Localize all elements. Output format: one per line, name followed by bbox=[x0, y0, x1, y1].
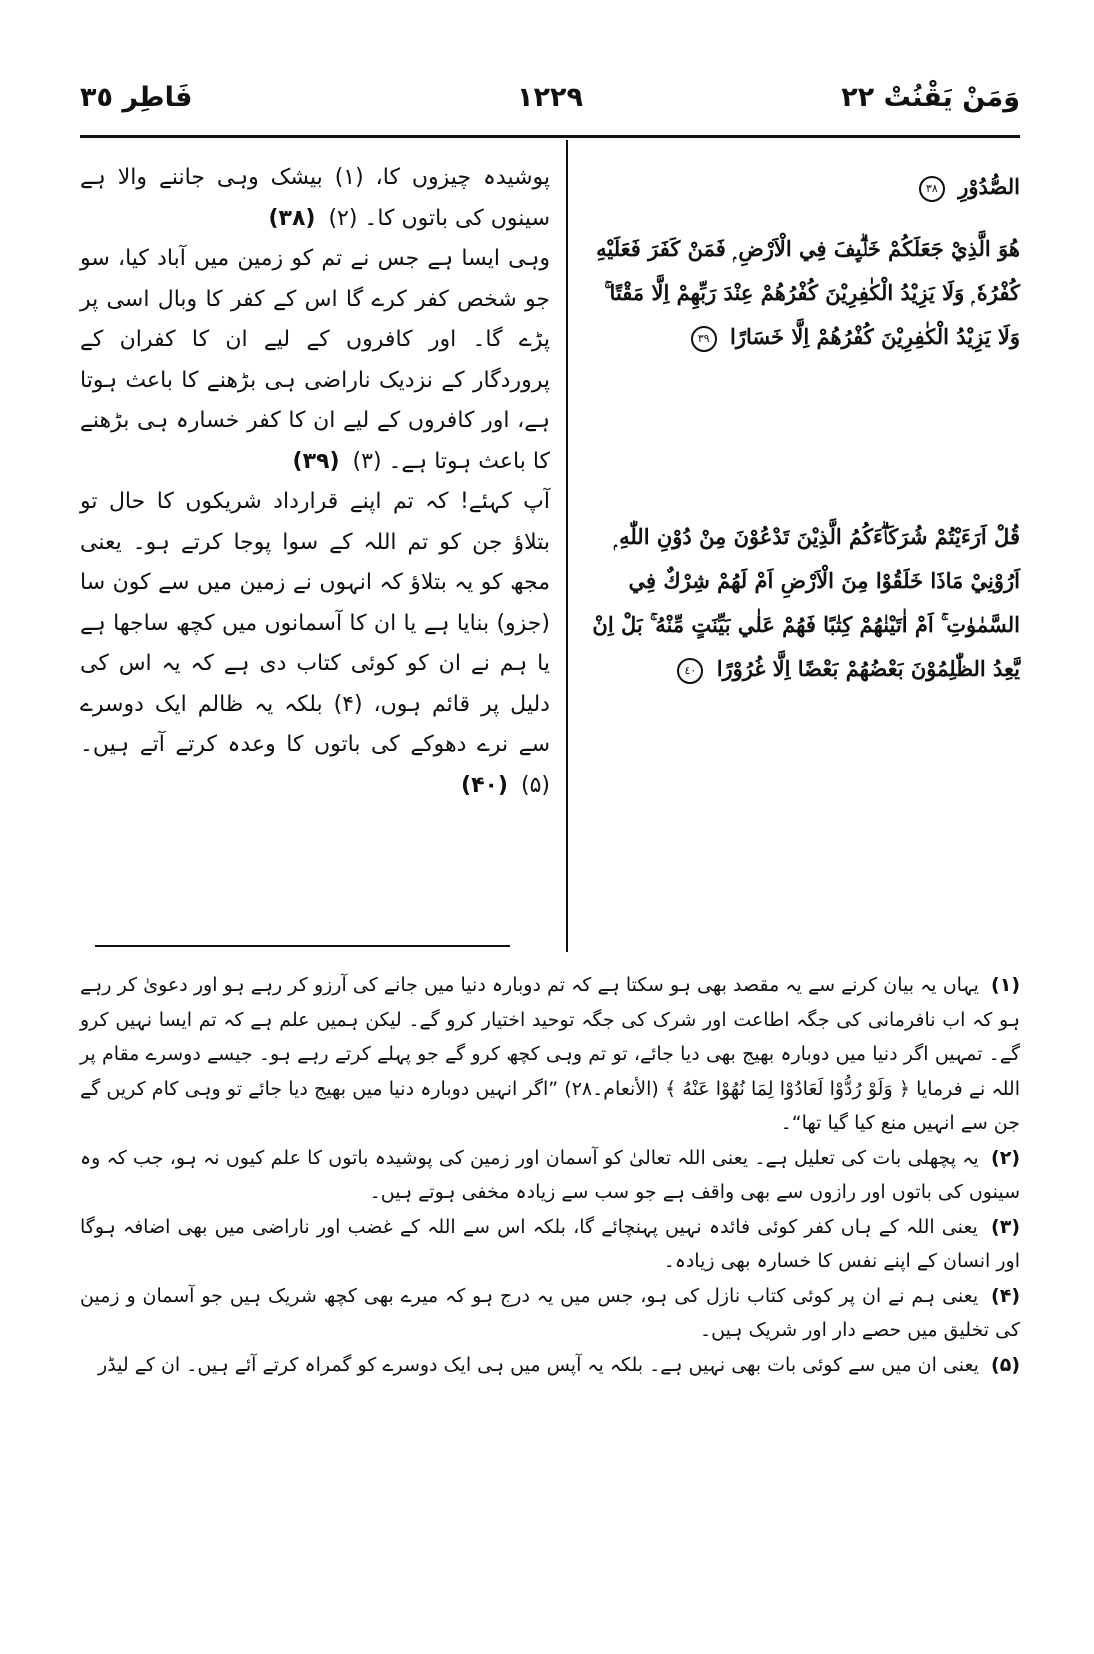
footnote-text: یعنی ان میں سے کوئی بات بھی نہیں ہے۔ بلکہ یہ آپس میں ہی ایک دوسرے کو گمراہ کرتے آئے ہیں۔ ان کے لیڈر bbox=[98, 1353, 979, 1376]
footnote-text: یعنی اللہ کے ہاں کفر کوئی فائدہ نہیں پہنچائے گا، بلکہ اس سے اللہ کے غضب اور ناراضی میں بھی اضافہ ہوگا اور انسان کے اپنے نفس کا خسارہ بھی زیادہ۔ bbox=[80, 1215, 1020, 1272]
footnotes bbox=[80, 968, 1020, 1382]
footnote-3 bbox=[80, 1210, 1020, 1279]
footnote-number: (۵) bbox=[991, 1353, 1020, 1376]
footnote-text: یعنی ہم نے ان پر کوئی کتاب نازل کی ہو، جس میں یہ درج ہو کہ میرے بھی کچھ شریک ہیں جو آسمان و زمین کی تخلیق میں حصے دار اور شریک ہیں۔ bbox=[80, 1284, 1020, 1341]
urdu-translation-column bbox=[80, 158, 550, 806]
arabic-verse-40 bbox=[578, 515, 1020, 691]
ayah-number-marker: ٣٩ bbox=[691, 326, 717, 352]
header-divider bbox=[80, 135, 1020, 138]
verse-number: (۳۹) bbox=[292, 448, 340, 474]
ayah-number-marker: ٤٠ bbox=[677, 658, 703, 684]
urdu-paragraph-38 bbox=[80, 158, 550, 239]
footnote-number: (۴) bbox=[991, 1284, 1020, 1307]
verse-number: (۴۰) bbox=[461, 772, 508, 798]
footnote-4 bbox=[80, 1279, 1020, 1348]
footnote-2 bbox=[80, 1141, 1020, 1210]
footnote-number: (۱) bbox=[991, 974, 1020, 996]
verse-number: (۳۸) bbox=[268, 205, 316, 231]
page-number: ١٢٢٩ bbox=[517, 82, 583, 113]
juz-title: وَمَنْ يَقْنُتْ ٢٢ bbox=[841, 82, 1020, 113]
footnote-divider bbox=[95, 945, 510, 947]
urdu-paragraph-text: وہی ایسا ہے جس نے تم کو زمین میں آباد کیا، سو جو شخص کفر کرے گا اس کے کفر کا وبال اسی پر پڑے گا۔ اور کافروں کے لیے ان کا کفران کے پروردگار کے نزدیک ناراضی ہی بڑھنے کا باعث ہوتا ہے، اور کافروں کے لیے ان کا کفر خسارہ ہی بڑھنے کا باعث ہوتا ہے۔ (۳) bbox=[80, 246, 550, 474]
urdu-paragraph-text: پوشیدہ چیزوں کا، (۱) بیشک وہی جاننے والا ہے سینوں کی باتوں کا۔ (۲) bbox=[80, 165, 550, 231]
urdu-paragraph-40 bbox=[80, 482, 550, 806]
column-divider bbox=[566, 140, 568, 952]
arabic-verse-39 bbox=[578, 227, 1020, 359]
ayah-number-marker: ٣٨ bbox=[919, 176, 945, 202]
arabic-verse-text: قُلْ اَرَءَيْتُمْ شُرَكَاۗءَكُمُ الَّذِيْنَ تَدْعُوْنَ مِنْ دُوْنِ اللّٰهِ ۭ اَرُوْنِيْ مَاذَا خَلَقُوْا مِنَ الْاَرْضِ اَمْ لَهُمْ شِرْكٌ فِي السَّمٰوٰتِ ۚ اَمْ اٰتَيْنٰهُمْ كِتٰبًا فَهُمْ عَلٰي بَيِّنَتٍ مِّنْهُ ۚ بَلْ اِنْ يَّعِدُ الظّٰلِمُوْنَ بَعْضُهُمْ بَعْضًا اِلَّا غُرُوْرًا bbox=[592, 524, 1020, 681]
arabic-verse-text: الصُّدُوْرِ bbox=[958, 174, 1020, 199]
footnote-number: (۳) bbox=[991, 1215, 1020, 1238]
footnote-5 bbox=[80, 1348, 1020, 1383]
footnote-text: یہ پچھلی بات کی تعلیل ہے۔ یعنی اللہ تعالیٰ کو آسمان اور زمین کی پوشیدہ باتوں کا علم کیوں نہ ہو، جب کہ وہ سینوں کی باتوں اور رازوں سے بھی واقف ہے جو سب سے زیادہ مخفی ہوتے ہیں۔ bbox=[80, 1146, 1020, 1203]
footnote-number: (۲) bbox=[991, 1146, 1020, 1169]
surah-title: فَاطِر ٣٥ bbox=[80, 82, 193, 113]
footnote-text: یہاں یہ بیان کرنے سے یہ مقصد بھی ہو سکتا ہے کہ تم دوبارہ دنیا میں جانے کی آرزو کر رہے ہو اور دعویٰ کر رہے ہو کہ اب نافرمانی کی جگہ اطاعت اور شرک کی جگہ توحید اختیار کرو گے۔ لیکن ہمیں علم ہے کہ تم ایسا نہیں کرو گے۔ تمہیں اگر دنیا میں دوبارہ بھیج بھی دیا جائے، تو تم وہی کچھ کرو گے جو پہلے کرتے رہے ہو۔ جیسے دوسرے مقام پر اللہ نے فرمایا ﴿ وَلَوْ رُدُّوْا لَعَادُوْا لِمَا نُهُوْا عَنْهُ ﴾ (الأنعام۔۲۸) ”اگر انہیں دوبارہ دنیا میں بھیج دیا جائے تو وہی کام کریں گے جن سے انہیں منع کیا گیا تھا“۔ bbox=[80, 974, 1020, 1134]
arabic-verse-text: هُوَ الَّذِيْ جَعَلَكُمْ خَلٰۗىِٕفَ فِي الْاَرْضِ ۭ فَمَنْ كَفَرَ فَعَلَيْهِ كُفْرُهٗ ۭ وَلَا يَزِيْدُ الْكٰفِرِيْنَ كُفْرُهُمْ عِنْدَ رَبِّهِمْ اِلَّا مَقْتًا ۚ وَلَا يَزِيْدُ الْكٰفِرِيْنَ كُفْرُهُمْ اِلَّا خَسَارًا bbox=[596, 236, 1020, 349]
footnote-1 bbox=[80, 968, 1020, 1141]
arabic-verse-38 bbox=[578, 165, 1020, 209]
urdu-paragraph-text: آپ کہئے! کہ تم اپنے قرارداد شریکوں کا حال تو بتلاؤ جن کو تم اللہ کے سوا پوجا کرتے ہو۔ یعنی مجھ کو یہ بتلاؤ کہ انہوں نے زمین میں سے کون سا (جزو) بنایا ہے یا ان کا آسمانوں میں کچھ ساجھا ہے یا ہم نے ان کو کوئی کتاب دی ہے کہ یہ اس کی دلیل پر قائم ہوں، (۴) بلکہ یہ ظالم ایک دوسرے سے نرے دھوکے کی باتوں کا وعدہ کرتے آتے ہیں۔ (۵) bbox=[80, 489, 550, 798]
urdu-paragraph-39 bbox=[80, 239, 550, 482]
page-header bbox=[80, 78, 1020, 128]
